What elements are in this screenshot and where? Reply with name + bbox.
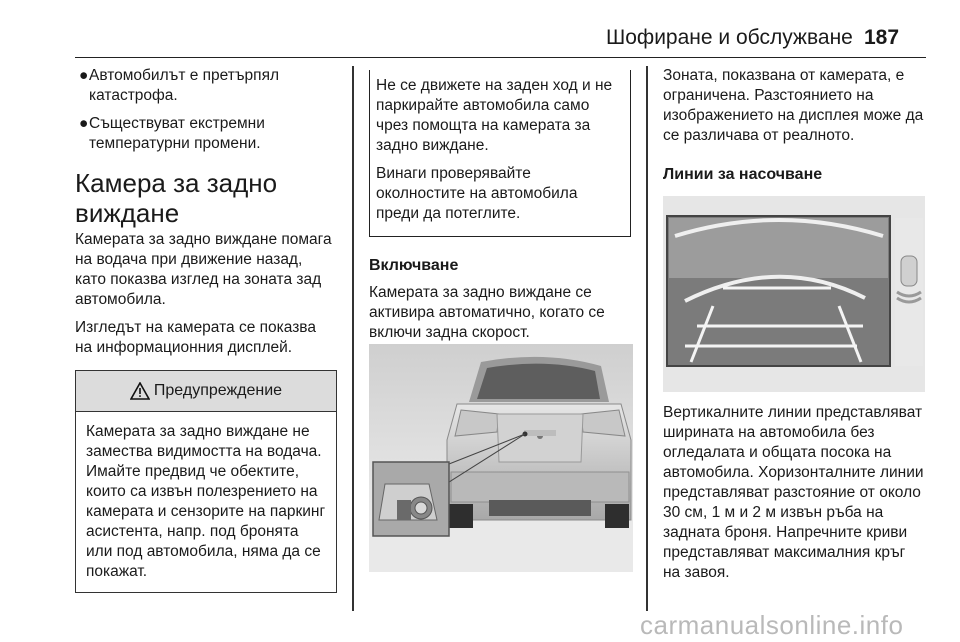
bullet-item: ● Съществуват екстремни температурни промени. bbox=[79, 115, 265, 152]
subheading: Линии за насочване bbox=[663, 166, 823, 183]
paragraph: Вертикалните линии представляват ширината на автомобила без огледалата и общата посока на автомобила. Хоризонталните линии представляват разстояние от около 30 см, 1 м и 2 м извън ръба на задната броня. Напречните криви представляват максималния кръг на завоя. bbox=[663, 404, 924, 581]
bullet-text: Автомобилът е претърпял катастрофа. bbox=[89, 67, 280, 104]
column-2 bbox=[369, 70, 631, 389]
column-divider-1 bbox=[352, 66, 354, 611]
bullet-item: ● Автомобилът е претърпял катастрофа. bbox=[79, 67, 280, 104]
paragraph: Зоната, показвана от камерата, е ограничена. Разстоянието на изображението на дисплея може да се различава от реалното. bbox=[663, 67, 924, 144]
column-3 bbox=[663, 66, 925, 192]
paragraph: Камерата за задно виждане помага на водача при движение назад, като показва изглед на зоната зад автомобила. bbox=[75, 231, 332, 308]
rear-camera-car-illustration bbox=[369, 344, 633, 572]
column-divider-2 bbox=[646, 66, 648, 611]
paragraph: Винаги проверявайте околностите на автомобила преди да потеглите. bbox=[376, 165, 578, 222]
warning-text: Камерата за задно виждане не замества видимостта на водача. Имайте предвид че обектите, които са извън полезрението на камерата и сензорите на паркинг асистента, напр. под бронята или под автомобила, няма да се покажат. bbox=[86, 423, 326, 580]
paragraph: Не се движете на заден ход и не паркирайте автомобила само чрез помощта на камерата за задно виждане. bbox=[376, 77, 613, 154]
header-rule bbox=[75, 57, 926, 58]
running-header: Шофиране и обслужване bbox=[606, 26, 853, 49]
column-1 bbox=[75, 66, 337, 593]
guide-lines-display-illustration bbox=[663, 196, 925, 392]
watermark: carmanualsonline.info bbox=[640, 610, 904, 640]
warning-box bbox=[75, 370, 337, 593]
column-3-bottom bbox=[663, 403, 925, 591]
page-number: 187 bbox=[864, 26, 900, 49]
warning-icon bbox=[130, 382, 150, 400]
warning-header bbox=[76, 371, 336, 412]
warning-box-continued bbox=[369, 70, 631, 237]
paragraph: Камерата за задно виждане се активира автоматично, когато се включи задна скорост. bbox=[369, 284, 605, 341]
section-title: Камера за задно виждане bbox=[75, 168, 278, 228]
paragraph: Изгледът на камерата се показва на информационния дисплей. bbox=[75, 319, 316, 356]
warning-title: Предупреждение bbox=[153, 382, 283, 399]
bullet-text: Съществуват екстремни температурни промени. bbox=[89, 115, 265, 152]
subheading: Включване bbox=[369, 257, 459, 274]
